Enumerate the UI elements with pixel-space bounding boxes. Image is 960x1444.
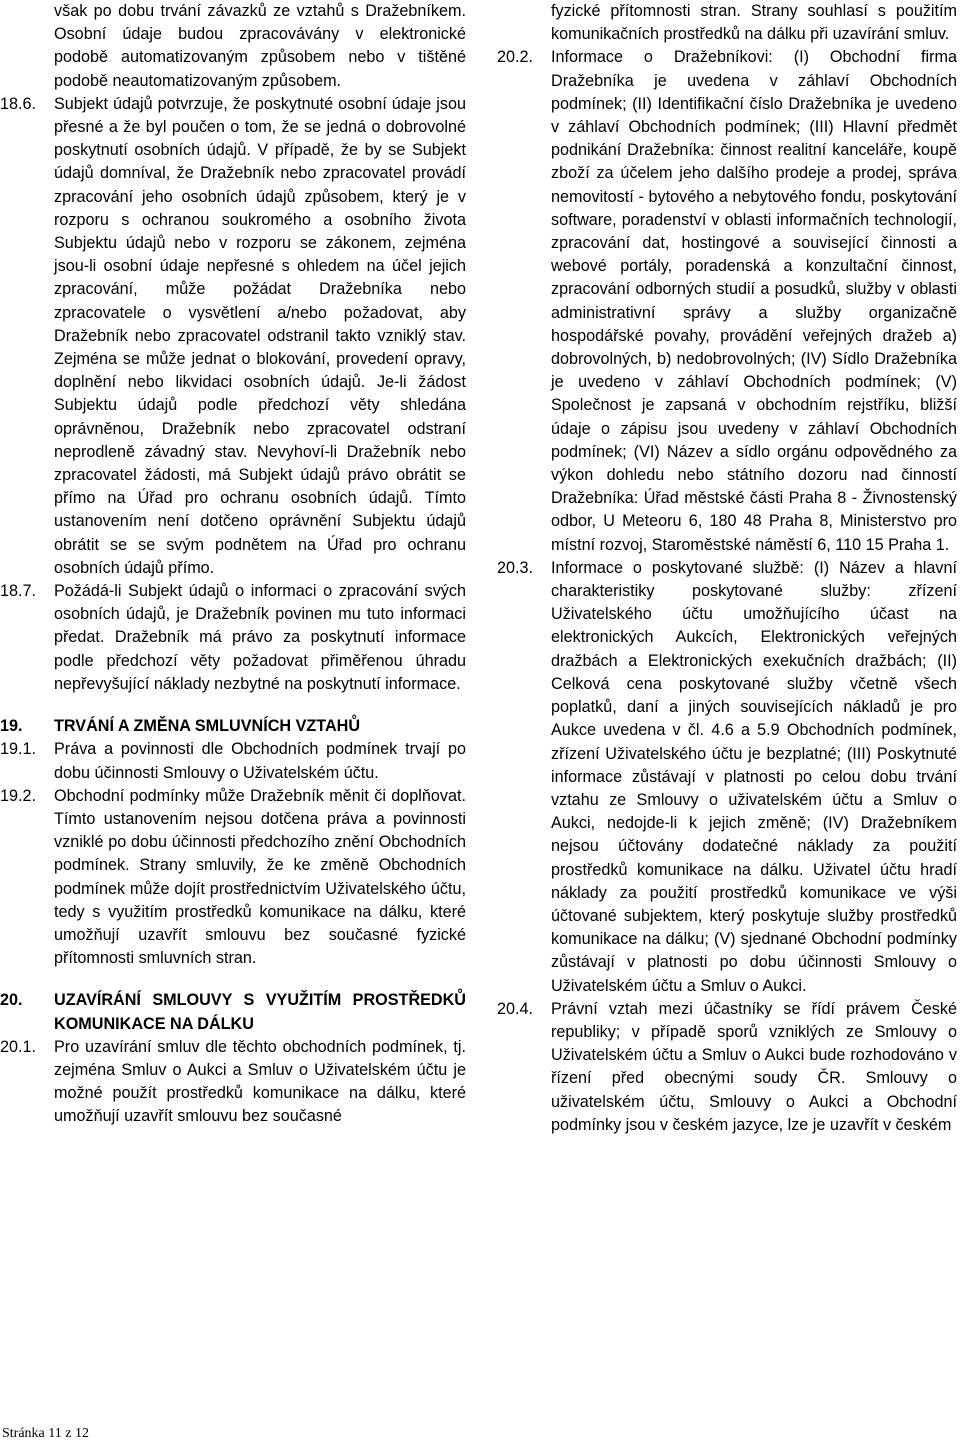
section-heading-19 bbox=[0, 715, 466, 738]
clause-text: Subjekt údajů potvrzuje, že poskytnuté osobní údaje jsou přesné a že byl poučen o tom, že se jedná o dobrovolné poskytnutí osobních údajů. V případě, že by se Subjekt údajů domníval, že Dražebník nebo zpracovatel provádí zpracování jeho osobních údajů způsobem, který je v rozporu s ochranou soukromého a osobního života Subjektu údajů nebo v rozporu se zákonem, zejména jsou-li osobní údaje nepřesné s ohledem na účel jejich zpracování, může požádat Dražebníka nebo zpracovatele o vysvětlení a/nebo požadovat, aby Dražebník nebo zpracovatel odstranil takto vzniklý stav. Zejména se může jednat o blokování, provedení opravy, doplnění nebo likvidaci osobních údajů. Je-li žádost Subjektu údajů podle předchozí věty shledána oprávněnou, Dražebník nebo zpracovatel odstraní neprodleně závadný stav. Nevyhoví-li Dražebník nebo zpracovatel žádosti, má Subjekt údajů právo obrátit se přímo na Úřad pro ochranu osobních údajů. Tímto ustanovením není dotčeno oprávnění Subjektu údajů obrátit se se svým podnětem na Úřad pro ochranu osobních údajů přímo. bbox=[54, 94, 466, 577]
clause-text: Požádá-li Subjekt údajů o informaci o zpracování svých osobních údajů, je Dražebník povinen mu tuto informaci předat. Dražebník má právo za poskytnutí informace podle předchozí věty požadovat přiměřenou úhradu nepřevyšující náklady nezbytné na poskytnutí informace. bbox=[54, 582, 466, 693]
clause-number: 18.7. bbox=[0, 582, 37, 601]
clause-18-7 bbox=[0, 580, 466, 696]
clause-text: Informace o Dražebníkovi: (I) Obchodní firma Dražebníka je uvedena v záhlaví Obchodních podmínek; (II) Identifikační číslo Dražebníka je uvedeno v záhlaví Obchodních podmínek; (III) Hlavní předmět podnikání Dražebníka: činnost realitní kanceláře, koupě zboží za účelem jeho dalšího prodeje a prodej, správa nemovitostí - bytového a nebytového fondu, poskytování software, poradenství v oblasti informačních technologií, zpracování dat, hostingové a související činnosti a webové portály, poradenská a konzultační činnost, zpracování odborných studií a posudků, služby v oblasti administrativní správy a služby organizačně hospodářské povahy, provádění veřejných dražeb a) dobrovolných, b) nedobrovolných; (IV) Sídlo Dražebníka je uvedeno v záhlaví Obchodních podmínek; (V) Společnost je zapsaná v obchodním rejstříku, bližší údaje o zápisu jsou uvedeny v záhlaví Obchodních podmínek; (VI) Název a sídlo orgánu odpovědného za výkon dohledu nebo státního dozoru nad činností Dražebníka: Úřad městské části Praha 8 - Živnostenský odbor, U Meteoru 6, 180 48 Praha 8, Ministerstvo pro místní rozvoj, Staroměstské náměstí 6, 110 15 Praha 1. bbox=[551, 48, 957, 554]
clause-text: Informace o poskytované službě: (I) Název a hlavní charakteristiky poskytované služby: zřízení Uživatelského účtu umožňujícího účast na elektronických Aukcích, Elektronických veřejných dražbách a Elektronických exekučních dražbách; (II) Celková cena poskytované služby včetně všech poplatků, daní a jiných souvisejících nákladů je pro Aukce uvedena v čl. 4.6 a 5.9 Obchodních podmínek, zřízení Uživatelského účtu je bezplatné; (III) Poskytnuté informace zůstávají v platnosti po celou dobu trvání vztahu ze Smlouvy o uživatelském účtu a Smluv o Aukci, nedojde-li k jejich změně; (IV) Dražebníkem nejsou účtovány dodatečné náklady za použití prostředků komunikace na dálku. Uživatel účtu hradí náklady za použití prostředků komunikace ve výši účtované subjektem, který poskytuje služby prostředků komunikace na dálku; (V) sjednané Obchodní podmínky zůstávají v platnosti po dobu účinnosti Smlouvy o Uživatelském účtu a Smluv o Aukci. bbox=[551, 558, 957, 995]
clause-text: Práva a povinnosti dle Obchodních podmínek trvají po dobu účinnosti Smlouvy o Uživatelském účtu. bbox=[54, 740, 466, 782]
page-number-label: Stránka 11 z 12 bbox=[2, 1426, 89, 1441]
left-column bbox=[0, 0, 466, 1129]
clause-19-1 bbox=[0, 738, 466, 784]
continued-paragraph: fyzické přítomnosti stran. Strany souhlasí s použitím komunikačních prostředků na dálku při uzavírání smluv. bbox=[551, 2, 957, 44]
clause-number: 18.6. bbox=[0, 94, 37, 113]
clause-20-2 bbox=[497, 46, 957, 556]
section-number: 19. bbox=[0, 717, 23, 736]
clause-number: 20.1. bbox=[0, 1037, 37, 1056]
clause-text: Obchodní podmínky může Dražebník měnit či doplňovat. Tímto ustanovením nejsou dotčena práva a povinnosti vzniklé po dobu účinnosti předchozího znění Obchodních podmínek. Strany smluvily, že ke změně Obchodních podmínek může dojít prostřednictvím Uživatelského účtu, tedy s využitím prostředků komunikace na dálku, které umožňují uzavřít smlouvu bez současné fyzické přítomnosti smluvních stran. bbox=[54, 786, 466, 968]
section-heading-20 bbox=[0, 989, 466, 1035]
clause-20-1 bbox=[0, 1036, 466, 1129]
clause-number: 19.1. bbox=[0, 740, 37, 759]
section-title: TRVÁNÍ A ZMĚNA SMLUVNÍCH VZTAHŮ bbox=[54, 717, 361, 736]
continued-paragraph: však po dobu trvání závazků ze vztahů s Dražebníkem. Osobní údaje budou zpracovávány v elektronické podobě automatizovaným způsobem nebo v tištěné podobě neautomatizovaným způsobem. bbox=[54, 2, 466, 90]
section-number: 20. bbox=[0, 991, 23, 1010]
page-footer bbox=[2, 1426, 89, 1442]
clause-18-6 bbox=[0, 93, 466, 580]
clause-20-3 bbox=[497, 557, 957, 998]
section-title: UZAVÍRÁNÍ SMLOUVY S VYUŽITÍM PROSTŘEDKŮ KOMUNIKACE NA DÁLKU bbox=[54, 991, 466, 1033]
clause-number: 19.2. bbox=[0, 786, 37, 805]
right-column bbox=[497, 0, 957, 1137]
clause-text: Pro uzavírání smluv dle těchto obchodních podmínek, tj. zejména Smluv o Aukci a Smluv o Uživatelském účtu je možné použít prostředků komunikace na dálku, které umožňují uzavřít smlouvu bez současné bbox=[54, 1037, 466, 1126]
clause-number: 20.4. bbox=[497, 999, 534, 1018]
clause-text: Právní vztah mezi účastníky se řídí právem České republiky; v případě sporů vzniklých ze Smlouvy o Uživatelském účtu a Smluv o Aukci bude rozhodováno v řízení před obecnými soudy ČR. Smlouvy o uživatelském účtu, Smlouvy o Aukci a Obchodní podmínky jsou v českém jazyce, lze je uzavřít v českém bbox=[551, 999, 957, 1134]
clause-20-4 bbox=[497, 998, 957, 1137]
clause-number: 20.3. bbox=[497, 558, 534, 577]
clause-19-2 bbox=[0, 785, 466, 971]
clause-number: 20.2. bbox=[497, 48, 534, 67]
